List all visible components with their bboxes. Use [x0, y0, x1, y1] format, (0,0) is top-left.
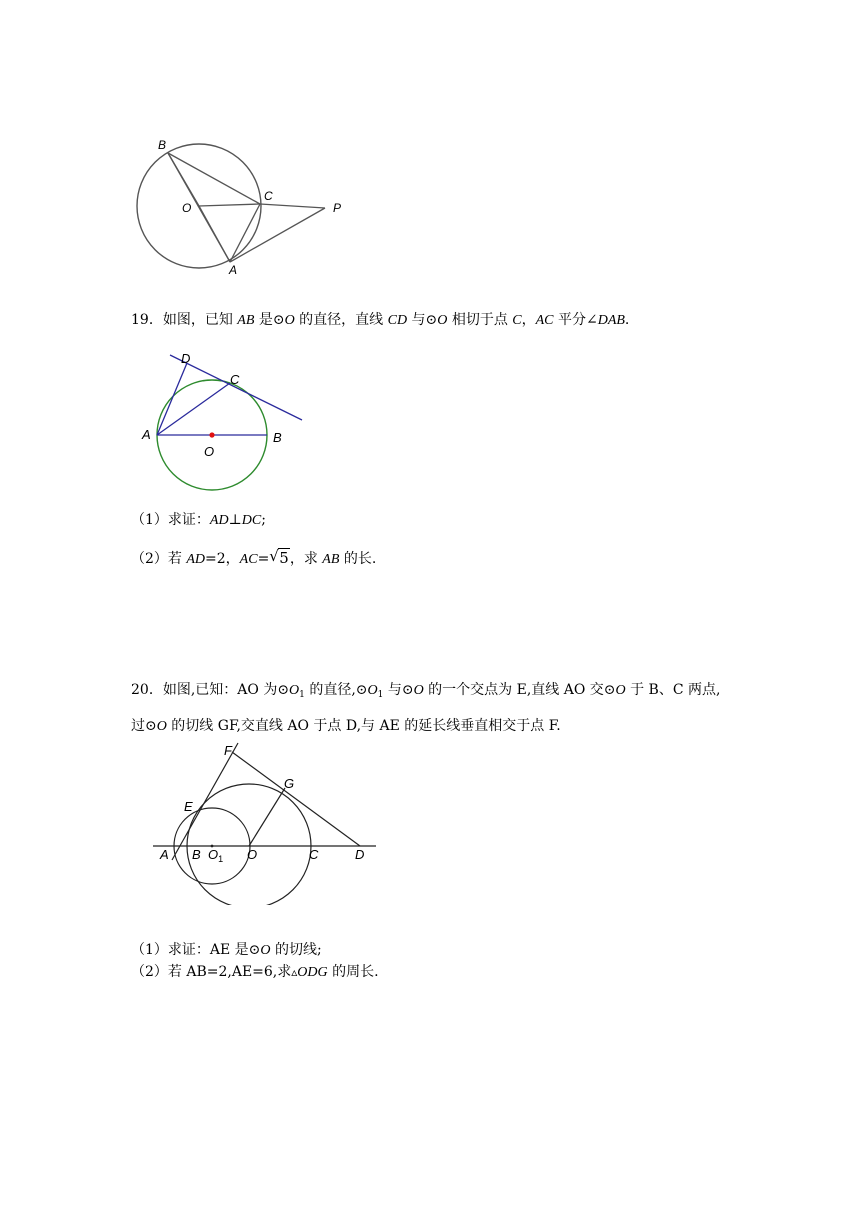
q19-ab: AB [237, 313, 255, 328]
q19-o1: O [284, 313, 295, 328]
fig3-label-d: D [355, 847, 365, 862]
fig3-label-a: A [160, 847, 169, 862]
q20-l1-a: 如图,已知：AO 为⊙ [162, 682, 290, 698]
q19-part1-dc: DC [241, 513, 262, 528]
fig2-label-d: D [181, 351, 191, 366]
sqrt-radicand: 5 [279, 549, 289, 567]
q19-part2-end: 的长. [339, 551, 377, 567]
q19-text-7: 平分∠ [553, 312, 598, 328]
fig1-label-c: C [264, 189, 273, 203]
q20-l1-o3: O [413, 683, 424, 698]
q20-part2-a: （2）若 AB=2,AE=6,求 [131, 964, 292, 980]
fig3-o1-sub: 1 [218, 854, 224, 864]
fig3-label-c: C [309, 847, 319, 862]
q20-part1-a: （1）求证：AE 是⊙ [131, 942, 261, 958]
q20-l1-e: 于 B、C 两点, [625, 682, 721, 698]
figure-circle-tangent-p [120, 125, 360, 285]
q19-part1 [131, 510, 266, 531]
q20-l1-c: 与⊙ [383, 682, 414, 698]
sqrt-five: √ 5 [269, 547, 289, 567]
q20-part1 [131, 940, 322, 961]
figure-q19 [140, 345, 310, 495]
fig3-o1-letter: O [208, 847, 219, 862]
q20-part2-odg: ODG [297, 965, 328, 980]
q20-part2-b: 的周长. [327, 964, 379, 980]
q19-text-5: 相切于点 [447, 312, 513, 328]
q20-l1-sub2: 1 [377, 690, 384, 700]
q20-l1-b: 的直径,⊙ [304, 682, 368, 698]
fig1-label-o: O [182, 201, 192, 215]
q19-cd: CD [387, 313, 408, 328]
fig3-label-g: G [284, 776, 295, 791]
tangent-gf [232, 752, 360, 846]
q19-part1-end: ; [261, 512, 266, 528]
q19-part1-perp: ⊥ [228, 512, 242, 528]
q19-text-8: . [624, 312, 630, 328]
q19-part1-prefix: （1）求证： [131, 512, 210, 528]
q19-part2-eq1: =2， [205, 551, 240, 567]
q20-number: 20． [131, 682, 163, 698]
q19-part1-ad: AD [209, 513, 229, 528]
q20-part1-b: 的切线; [270, 942, 322, 958]
segment-oa [199, 206, 230, 262]
figure-q20 [150, 740, 390, 905]
q19-text-6: ， [521, 312, 536, 328]
q19-c: C [512, 313, 522, 328]
fig3-label-o1 [208, 845, 223, 869]
fig1-label-p: P [333, 201, 342, 215]
fig1-label-a: A [229, 263, 238, 277]
fig2-label-c: C [230, 372, 240, 387]
q20-l2-o: O [156, 719, 167, 734]
q19-part2-mid: ，求 [289, 551, 323, 567]
q19-part2-ab: AB [322, 552, 340, 567]
fig2-label-a: A [142, 427, 151, 442]
q19-part2-ac: AC [239, 552, 258, 567]
q20-l2-b: 的切线 GF,交直线 AO 于点 D,与 AE 的延长线垂直相交于点 F. [166, 718, 561, 734]
q20-l1-sub1: 1 [299, 690, 305, 700]
q20-l1-o: O [289, 683, 300, 698]
q20-l1-o2: O [367, 683, 378, 698]
q19-text-1: 如图，已知 [162, 312, 238, 328]
q19-part2 [131, 548, 376, 570]
q20-line2 [131, 716, 561, 737]
triangle-icon: ▵ [291, 965, 298, 979]
q19-part2-eq2: = [257, 551, 270, 567]
fig3-label-b: B [192, 847, 201, 862]
q19-number: 19． [131, 312, 163, 328]
q19-ac: AC [535, 313, 554, 328]
q20-line1 [131, 680, 720, 705]
q19-dab: DAB [597, 313, 625, 328]
fig2-label-b: B [273, 430, 282, 445]
q19-statement [131, 310, 629, 331]
center-dot-o [209, 432, 214, 437]
q20-part1-o: O [260, 943, 271, 958]
q20-part2 [131, 962, 379, 983]
q19-text-2: 是⊙ [254, 312, 285, 328]
fig2-label-o: O [204, 444, 215, 459]
fig3-label-f: F [224, 743, 232, 758]
fig3-label-o: O [247, 847, 258, 862]
q19-o2: O [437, 313, 448, 328]
q20-l2-a: 过⊙ [131, 718, 157, 734]
fig3-label-e: E [184, 799, 193, 814]
q19-part2-ad: AD [186, 552, 206, 567]
q20-l1-d: 的一个交点为 E,直线 AO 交⊙ [423, 682, 616, 698]
q20-l1-o4: O [615, 683, 626, 698]
fig1-label-b: B [158, 138, 167, 152]
q19-text-4: 与⊙ [407, 312, 438, 328]
q19-part2-prefix: （2）若 [131, 551, 187, 567]
q19-text-3: 的直径，直线 [294, 312, 388, 328]
segment-og [249, 788, 285, 846]
segment-oc [199, 204, 260, 206]
